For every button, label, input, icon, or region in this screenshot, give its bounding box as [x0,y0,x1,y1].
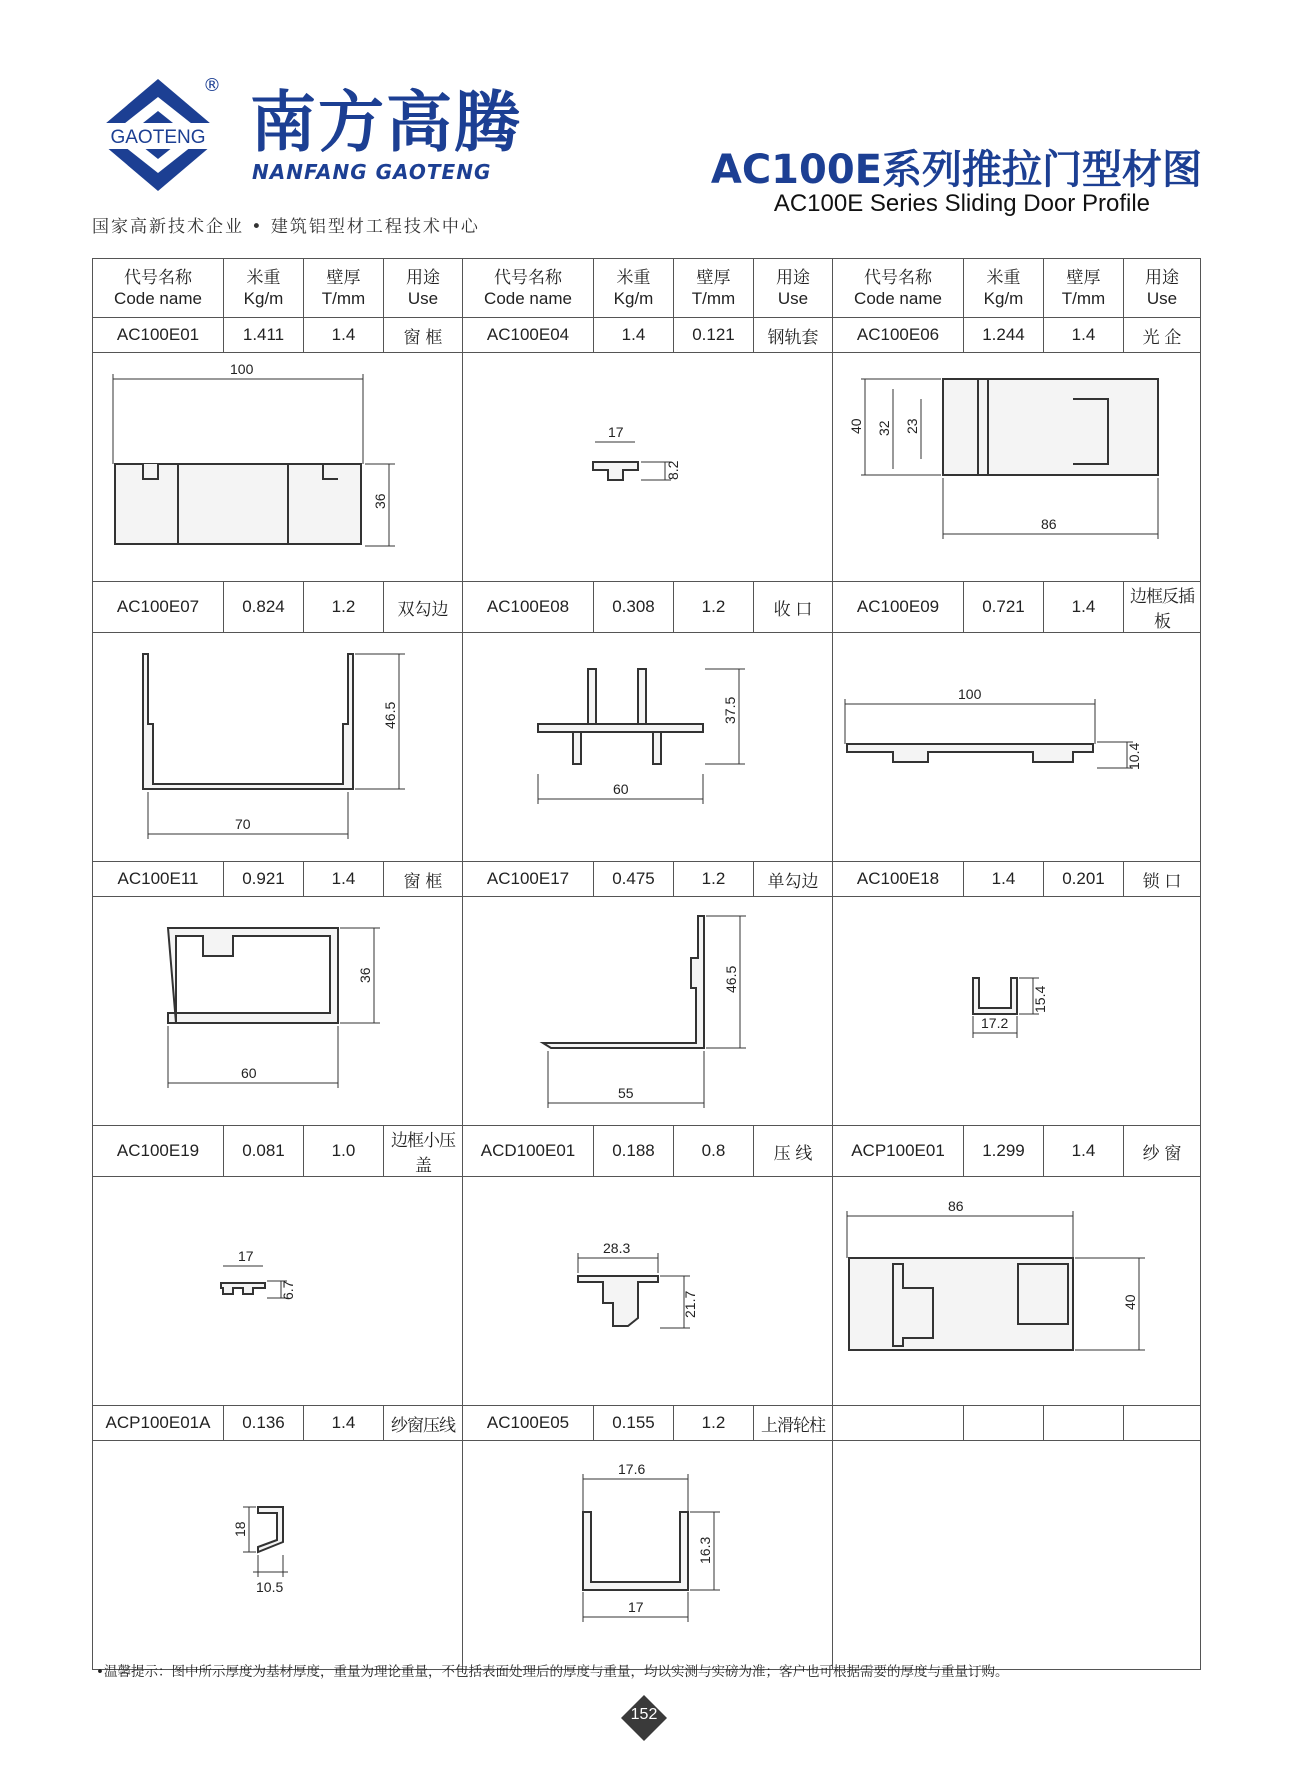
code-cell: AC100E17 [463,862,594,897]
profile-drawing-ac100e19 [93,1177,463,1406]
svg-text:55: 55 [618,1085,634,1101]
drawing-row [93,353,1201,582]
svg-text:60: 60 [241,1065,257,1081]
profile-drawing-ac100e06 [833,353,1201,582]
tagline: 国家高新技术企业 • 建筑铝型材工程技术中心 [92,217,480,237]
thickness-cell: 1.2 [674,582,754,633]
svg-text:36: 36 [357,967,373,983]
drawing-row [93,897,1201,1126]
thickness-cell: 1.4 [1044,1126,1124,1177]
thickness-cell: 0.201 [1044,862,1124,897]
header-weight: 米重 Kg/m [594,259,674,318]
page-number: 152 [630,1706,658,1723]
thickness-cell: 1.4 [304,862,384,897]
code-cell: AC100E08 [463,582,594,633]
weight-cell: 0.188 [594,1126,674,1177]
svg-text:46.5: 46.5 [382,701,398,729]
header-weight: 米重 Kg/m [224,259,304,318]
svg-text:36: 36 [372,493,388,509]
weight-cell: 0.136 [224,1406,304,1441]
code-cell: AC100E06 [833,318,964,353]
svg-text:70: 70 [235,816,251,832]
thickness-cell: 1.4 [304,318,384,353]
code-cell: ACP100E01 [833,1126,964,1177]
profile-drawing-ac100e08 [463,633,833,862]
svg-text:18: 18 [232,1521,248,1537]
drawing-row [93,1441,1201,1670]
drawing-row [93,633,1201,862]
svg-text:37.5: 37.5 [722,696,738,724]
svg-text:28.3: 28.3 [603,1240,631,1256]
svg-text:40: 40 [848,418,864,434]
weight-cell: 0.921 [224,862,304,897]
weight-cell: 0.475 [594,862,674,897]
code-cell: ACD100E01 [463,1126,594,1177]
profile-drawing-ac100e04 [463,353,833,582]
use-cell: 纱窗压线 [384,1406,463,1441]
weight-cell [964,1406,1044,1441]
svg-text:17: 17 [628,1599,644,1615]
thickness-cell [1044,1406,1124,1441]
svg-text:86: 86 [948,1198,964,1214]
profile-drawing-acd100e01 [463,1177,833,1406]
logo-text: GAOTENG [110,127,206,148]
svg-text:100: 100 [230,361,254,377]
thickness-cell: 1.4 [1044,582,1124,633]
use-cell: 边框小压盖 [384,1126,463,1177]
profile-drawing-ac100e01 [93,353,463,582]
svg-text:17.6: 17.6 [618,1461,646,1477]
use-cell: 上滑轮柱 [754,1406,833,1441]
use-cell: 光 企 [1124,318,1201,353]
weight-cell: 0.155 [594,1406,674,1441]
header-weight: 米重 Kg/m [964,259,1044,318]
table-header-row [93,259,1201,318]
svg-text:23: 23 [904,418,920,434]
code-cell: AC100E18 [833,862,964,897]
weight-cell: 1.244 [964,318,1044,353]
code-cell: AC100E11 [93,862,224,897]
header-thickness: 壁厚 T/mm [674,259,754,318]
svg-text:17: 17 [238,1248,254,1264]
code-cell: AC100E04 [463,318,594,353]
use-cell: 收 口 [754,582,833,633]
svg-text:8.2: 8.2 [665,460,681,480]
svg-text:10.5: 10.5 [256,1579,284,1595]
profile-drawing-ac100e17 [463,897,833,1126]
profile-drawing-ac100e18 [833,897,1201,1126]
profile-table [92,258,1201,1670]
thickness-cell: 0.8 [674,1126,754,1177]
weight-cell: 0.824 [224,582,304,633]
empty-drawing-cell [833,1441,1201,1670]
profile-drawing-ac100e11 [93,897,463,1126]
thickness-cell: 1.4 [304,1406,384,1441]
use-cell: 压 线 [754,1126,833,1177]
profile-drawing-acp100e01a [93,1441,463,1670]
svg-text:46.5: 46.5 [723,965,739,993]
use-cell: 锁 口 [1124,862,1201,897]
code-cell: AC100E01 [93,318,224,353]
use-cell: 窗 框 [384,862,463,897]
svg-text:40: 40 [1122,1294,1138,1310]
svg-text:10.4: 10.4 [1126,742,1142,770]
use-cell: 纱 窗 [1124,1126,1201,1177]
thickness-cell: 0.121 [674,318,754,353]
weight-cell: 1.4 [964,862,1044,897]
table-row [93,1406,1201,1441]
svg-text:60: 60 [613,781,629,797]
header-code: 代号名称 Code name [463,259,594,318]
drawing-row [93,1177,1201,1406]
svg-text:100: 100 [958,686,982,702]
code-cell [833,1406,964,1441]
table-row [93,1126,1201,1177]
profile-drawing-ac100e05 [463,1441,833,1670]
weight-cell: 1.411 [224,318,304,353]
svg-text:21.7: 21.7 [682,1290,698,1318]
use-cell [1124,1406,1201,1441]
header-thickness: 壁厚 T/mm [304,259,384,318]
svg-text:16.3: 16.3 [697,1536,713,1564]
thickness-cell: 1.2 [674,1406,754,1441]
profile-drawing-ac100e09 [833,633,1201,862]
header-code: 代号名称 Code name [833,259,964,318]
code-cell: AC100E09 [833,582,964,633]
weight-cell: 0.308 [594,582,674,633]
header-use: 用途 Use [384,259,463,318]
code-cell: ACP100E01A [93,1406,224,1441]
weight-cell: 0.081 [224,1126,304,1177]
code-cell: AC100E07 [93,582,224,633]
thickness-cell: 1.0 [304,1126,384,1177]
use-cell: 双勾边 [384,582,463,633]
brand-name-en: NANFANG GAOTENG [252,160,492,184]
use-cell: 钢轨套 [754,318,833,353]
use-cell: 边框反插板 [1124,582,1201,633]
page-title-en: AC100E Series Sliding Door Profile [773,190,1150,217]
table-row [93,318,1201,353]
header-code: 代号名称 Code name [93,259,224,318]
page-title-cn: AC100E系列推拉门型材图 [710,147,1202,193]
thickness-cell: 1.4 [1044,318,1124,353]
code-cell: AC100E05 [463,1406,594,1441]
svg-text:32: 32 [876,420,892,436]
use-cell: 单勾边 [754,862,833,897]
table-row [93,582,1201,633]
svg-text:6.7: 6.7 [280,1280,296,1300]
header-use: 用途 Use [1124,259,1201,318]
profile-drawing-ac100e07 [93,633,463,862]
thickness-cell: 1.2 [304,582,384,633]
footnote: •温馨提示：图中所示厚度为基材厚度，重量为理论重量，不包括表面处理后的厚度与重量，均以实测与实磅为准；客户也可根据需要的厚度与重量订购。 [96,1664,1009,1680]
svg-text:15.4: 15.4 [1032,985,1048,1013]
svg-text:17: 17 [608,424,624,440]
weight-cell: 1.4 [594,318,674,353]
code-cell: AC100E19 [93,1126,224,1177]
table-row [93,862,1201,897]
profile-drawing-acp100e01 [833,1177,1201,1406]
header-thickness: 壁厚 T/mm [1044,259,1124,318]
brand-name-cn: 南方高腾 [250,84,522,161]
header-use: 用途 Use [754,259,833,318]
svg-text:86: 86 [1041,516,1057,532]
svg-text:17.2: 17.2 [981,1015,1009,1031]
thickness-cell: 1.2 [674,862,754,897]
weight-cell: 1.299 [964,1126,1044,1177]
use-cell: 窗 框 [384,318,463,353]
registered-mark: ® [203,75,221,96]
weight-cell: 0.721 [964,582,1044,633]
